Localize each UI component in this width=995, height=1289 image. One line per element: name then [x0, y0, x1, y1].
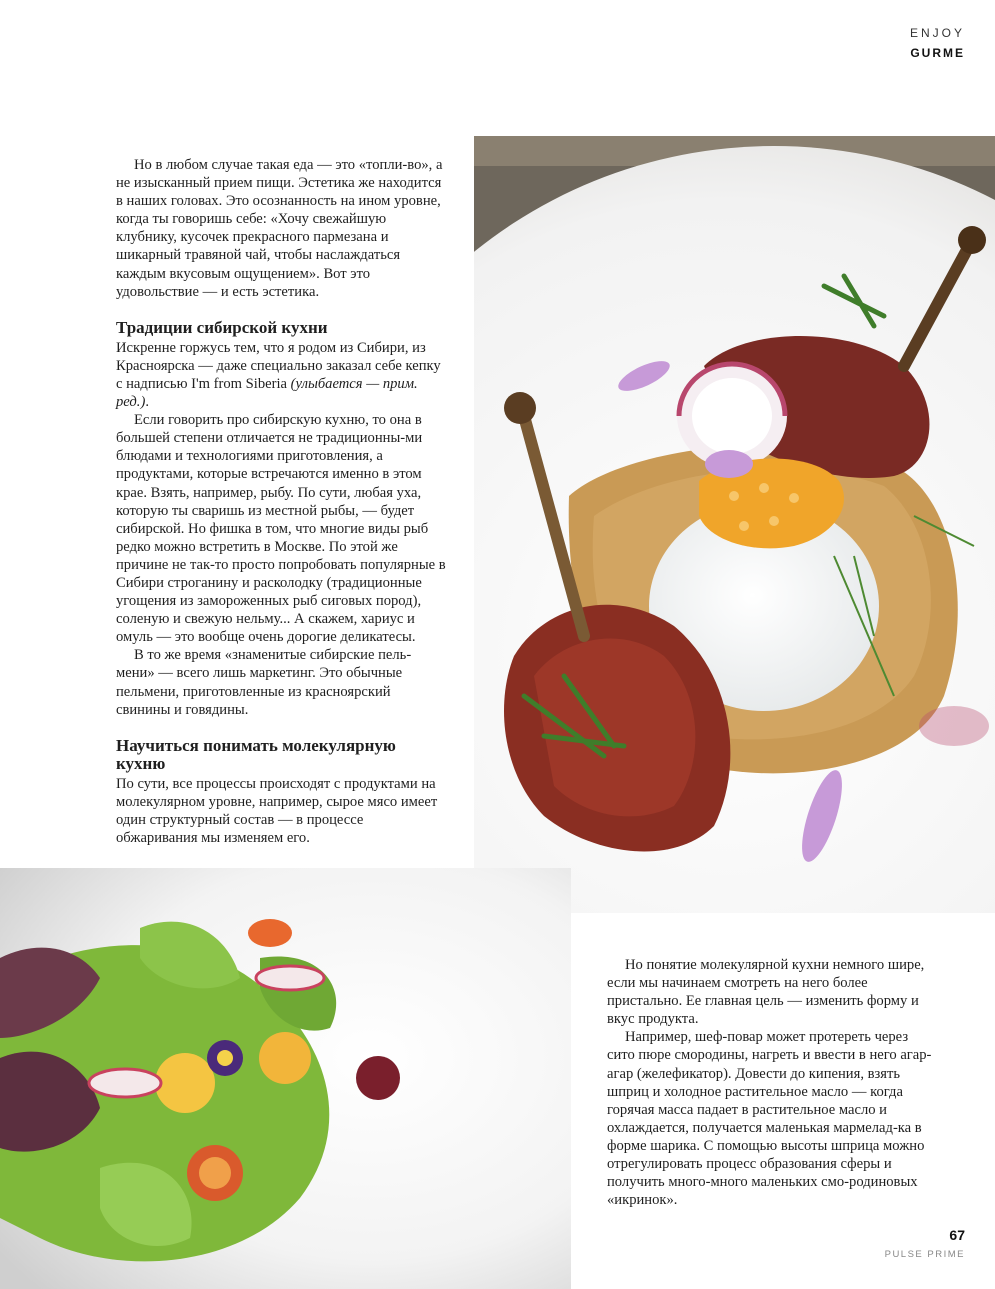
paragraph	[116, 339, 446, 411]
paragraph: В то же время «знаменитые сибирские пель-мени» — всего лишь маркетинг. Это обычные пельмени, приготовленные из красноярский свинины и говядины.	[116, 647, 412, 718]
section-heading: Научиться понимать молекулярную кухню	[116, 735, 396, 773]
paragraph: По сути, все процессы происходят с продуктами на молекулярном уровне, например, сырое мясо имеет один структурный состав — в процессе обжаривания мы изменяем его.	[116, 775, 438, 846]
paragraph-text: Искренне горжусь тем, что я родом из Сибири, из Красноярска — даже специально заказал себе кепку с надписью I'm from Siberia	[116, 339, 441, 392]
paragraph-end: .	[145, 394, 149, 411]
section-label: ENJOY	[909, 26, 965, 40]
page-footer	[885, 1227, 965, 1260]
page-header	[910, 26, 965, 60]
subsection-label: GURME	[910, 46, 965, 60]
salad-photo	[0, 868, 571, 1289]
left-text-column	[116, 156, 446, 847]
duck-dish-photo	[474, 136, 995, 913]
right-text-column	[607, 956, 937, 1209]
editor-note: (улыбается — прим. ред.)	[116, 375, 418, 411]
paragraph: Но понятие молекулярной кухни немного шире, если мы начинаем смотреть на него более пристально. Ее главная цель — изменить форму и вкус продукта.	[607, 957, 925, 1028]
paragraph: Но в любом случае такая еда — это «топли-во», а не изысканный прием пищи. Эстетика же находится в наших головах. Это осознанность на ином уровне, когда ты говоришь себе: «Хочу свежайшую клубнику, кусочек прекрасного пармезана и шикарный травяной чай, чтобы наслаждаться каждым вкусовым ощущением». Вот это удовольствие — и есть эстетика.	[116, 157, 443, 300]
page-number: 67	[949, 1227, 965, 1243]
section-heading: Традиции сибирской кухни	[116, 317, 328, 337]
paragraph: Если говорить про сибирскую кухню, то она в большей степени отличается не традиционны-ми блюдами и технологиями приготовления, а продуктами, которые встречаются именно в этом крае. Взять, например, рыбу. По сути, любая уха, которую ты сваришь из местной рыбы, — будет сибирской. Но фишка в том, что многие виды рыб редко можно встретить в Москве. По этой же причине не так-то просто попробовать популярные в Сибири строганину и расколодку (традиционные угощения из замороженных рыб сиговых пород), соленую и свежую нельму... А скажем, хариус и омуль — это вообще очень дорогие деликатесы.	[116, 412, 446, 646]
magazine-name: PULSE PRIME	[884, 1249, 965, 1260]
paragraph: Например, шеф-повар может протереть через сито пюре смородины, нагреть и ввести в него агар-агар (желефикатор). Довести до кипения, взять шприц и холодное растительное масло — когда горячая масса падает в растительное масло и охлаждается, получается маленькая мармелад-ка в форме шарика. С помощью высоты шприца можно отрегулировать процесс образования сферы и получить много-много маленьких смо-родиновых «икринок».	[607, 1029, 932, 1209]
